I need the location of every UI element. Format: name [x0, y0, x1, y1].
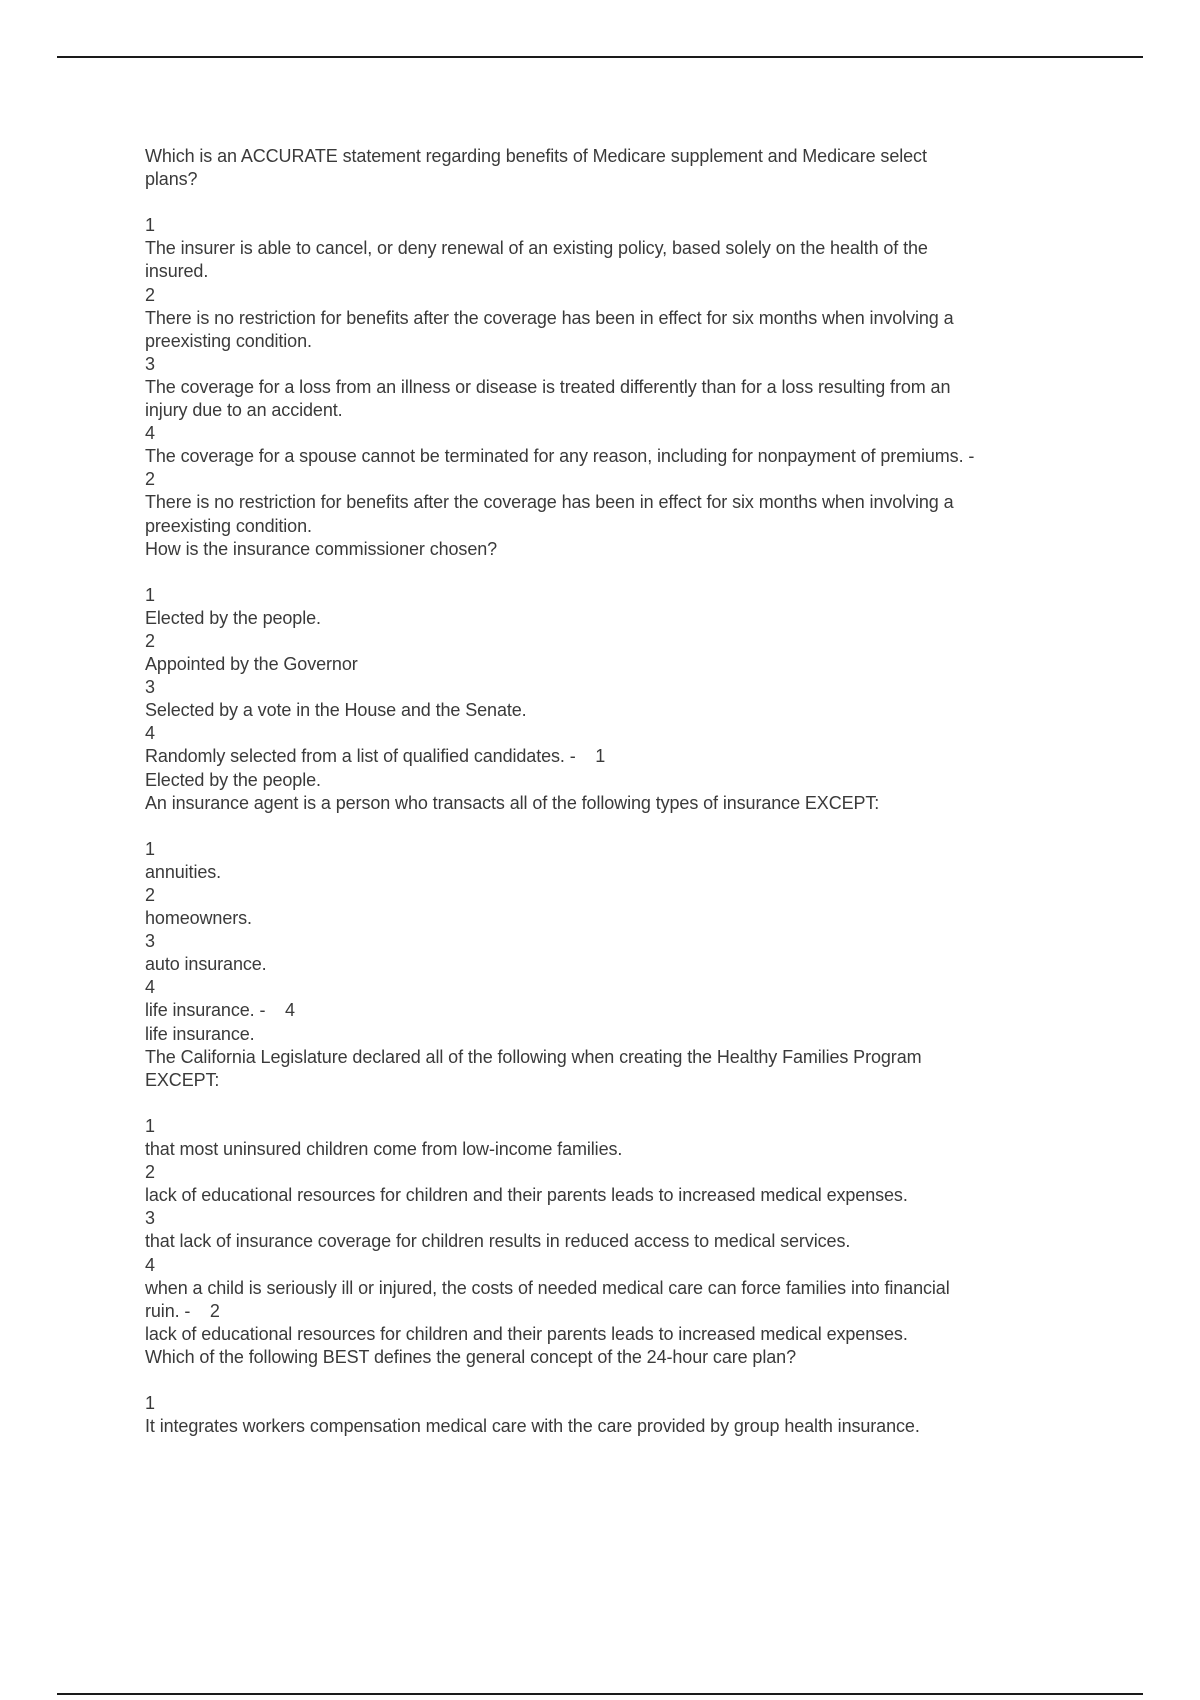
blank-line: [145, 815, 1105, 838]
text-line: 1: [145, 584, 155, 605]
top-rule: [57, 56, 1143, 58]
text-line: preexisting condition.: [145, 330, 312, 351]
text-line: 4: [145, 977, 155, 998]
text-line: Elected by the people.: [145, 607, 321, 628]
text-line: that most uninsured children come from low-income families.: [145, 1139, 623, 1160]
text-line: 4: [145, 1254, 155, 1275]
text-line: Which of the following BEST defines the general concept of the 24-hour care plan?: [145, 1346, 796, 1367]
text-line: 1: [145, 1115, 155, 1136]
bottom-rule: [57, 1693, 1143, 1695]
text-line: lack of educational resources for children and their parents leads to increased medical expenses.: [145, 1323, 908, 1344]
text-line: 3: [145, 353, 155, 374]
text-line: auto insurance.: [145, 954, 267, 975]
text-line: that lack of insurance coverage for children results in reduced access to medical services.: [145, 1231, 851, 1252]
text-line: lack of educational resources for children and their parents leads to increased medical expenses.: [145, 1185, 908, 1206]
text-line: plans?: [145, 169, 198, 190]
text-line: How is the insurance commissioner chosen?: [145, 538, 498, 559]
text-line: 1: [145, 215, 155, 236]
text-line: annuities.: [145, 861, 222, 882]
text-line: when a child is seriously ill or injured, the costs of needed medical care can force families into financial: [145, 1277, 950, 1298]
text-line: ruin. - 2: [145, 1300, 220, 1321]
text-line: 3: [145, 931, 155, 952]
text-line: 4: [145, 723, 155, 744]
text-line: 2: [145, 630, 155, 651]
blank-line: [145, 561, 1105, 584]
text-line: homeowners.: [145, 908, 252, 929]
blank-line: [145, 191, 1105, 214]
text-line: The insurer is able to cancel, or deny renewal of an existing policy, based solely on the health of the: [145, 238, 928, 259]
text-line: insured.: [145, 261, 209, 282]
text-line: 1: [145, 1393, 155, 1414]
text-line: Appointed by the Governor: [145, 654, 358, 675]
text-line: life insurance. - 4: [145, 1000, 295, 1021]
text-line: 4: [145, 423, 155, 444]
text-line: Selected by a vote in the House and the Senate.: [145, 700, 527, 721]
text-line: Randomly selected from a list of qualified candidates. - 1: [145, 746, 606, 767]
text-line: The coverage for a spouse cannot be terminated for any reason, including for nonpayment of premiums. -: [145, 446, 975, 467]
text-line: It integrates workers compensation medical care with the care provided by group health insurance.: [145, 1416, 920, 1437]
text-line: preexisting condition.: [145, 515, 312, 536]
text-line: 1: [145, 838, 155, 859]
text-line: The coverage for a loss from an illness or disease is treated differently than for a loss resulting from an: [145, 376, 951, 397]
document-body: [145, 145, 1105, 1438]
text-line: 3: [145, 1208, 155, 1229]
blank-line: [145, 1369, 1105, 1392]
text-line: There is no restriction for benefits after the coverage has been in effect for six months when involving a: [145, 307, 954, 328]
text-line: 2: [145, 284, 155, 305]
text-line: 2: [145, 1162, 155, 1183]
text-line: An insurance agent is a person who transacts all of the following types of insurance EXCEPT:: [145, 792, 880, 813]
text-line: Which is an ACCURATE statement regarding benefits of Medicare supplement and Medicare select: [145, 146, 927, 166]
text-line: 3: [145, 677, 155, 698]
text-line: life insurance.: [145, 1023, 255, 1044]
text-line: Elected by the people.: [145, 769, 321, 790]
text-line: injury due to an accident.: [145, 400, 343, 421]
text-line: The California Legislature declared all of the following when creating the Healthy Families Program: [145, 1046, 922, 1067]
blank-line: [145, 1092, 1105, 1115]
text-line: There is no restriction for benefits after the coverage has been in effect for six months when involving a: [145, 492, 954, 513]
text-line: 2: [145, 885, 155, 905]
text-line: EXCEPT:: [145, 1069, 220, 1090]
text-line: 2: [145, 469, 155, 490]
